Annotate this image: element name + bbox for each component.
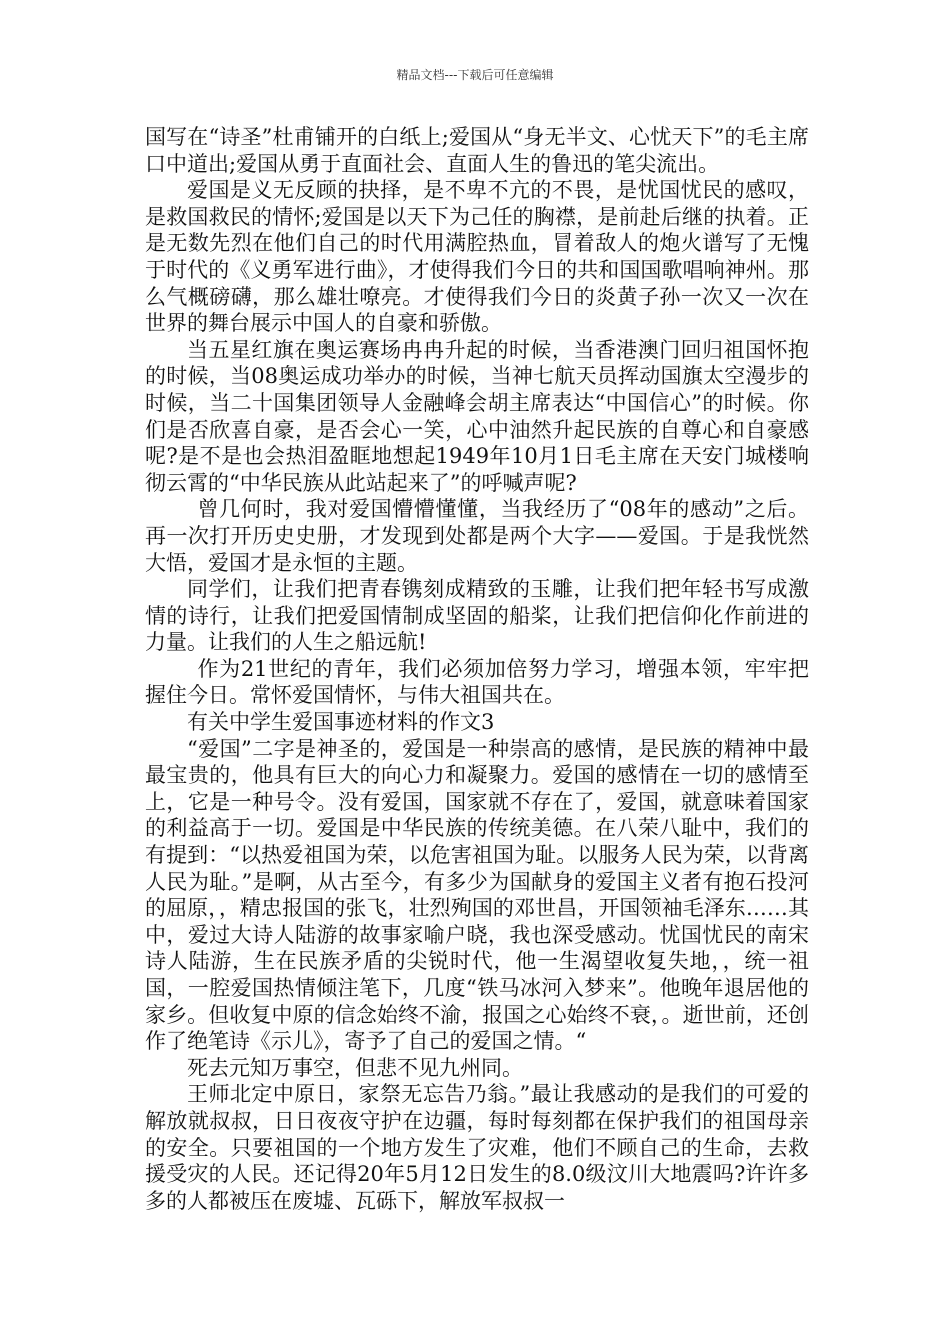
paragraph: 爱国是义无反顾的抉择，是不卑不亢的不畏，是忧国忧民的感叹，是救国救民的情怀;爱国是以天下为己任的胸襟，是前赴后继的执着。正是无数先烈在他们自己的时代用满腔热血，冒着敌人的炮火谱写了无愧于时代的《义勇军进行曲》，才使得我们今日的共和国国歌唱响神州。那么气概磅礴，那么雄壮嘹亮。才使得我们今日的炎黄子孙一次又一次在世界的舞台展示中国人的自豪和骄傲。 [145, 178, 809, 336]
poem-line: 死去元知万事空，但悲不见九州同。 [187, 1055, 523, 1080]
paragraph: 曾几何时，我对爱国懵懵懂懂，当我经历了“08年的感动”之后。再一次打开历史史册，才发现到处都是两个大字——爱国。于是我恍然大悟，爱国才是永恒的主题。 [145, 497, 809, 575]
page-header: 精品文档---下载后可任意编辑 [396, 68, 554, 82]
paragraph: 王师北定中原日，家祭无忘告乃翁。”最让我感动的是我们的可爱的解放就叔叔，日日夜夜守护在边疆，每时每刻都在保护我们的祖国母亲的安全。只要祖国的一个地方发生了灾难，他们不顾自己的生命，去救援受灾的人民。还记得20年5月12日发生的8.0级汶川大地震吗?许许多多的人都被压在废墟、瓦砾下，解放军叔叔一 [145, 1082, 809, 1213]
section-heading: 有关中学生爱国事迹材料的作文3 [187, 710, 495, 735]
paragraph: 当五星红旗在奥运赛场冉冉升起的时候，当香港澳门回归祖国怀抱的时候，当08奥运成功举办的时候，当神七航天员挥动国旗太空漫步的时候，当二十国集团领导人金融峰会胡主席表达“中国信心”的时候。你们是否欣喜自豪，是否会心一笑，心中油然升起民族的自尊心和自豪感呢?是不是也会热泪盈眶地想起1949年10月1日毛主席在天安门城楼响彻云霄的“中华民族从此站起来了”的呼喊声呢? [145, 337, 809, 495]
paragraph: “爱国”二字是神圣的，爱国是一种崇高的感情，是民族的精神中最最宝贵的，他具有巨大的向心力和凝聚力。爱国的感情在一切的感情至上，它是一种号令。没有爱国，国家就不存在了，爱国，就意味着国家的利益高于一切。爱国是中华民族的传统美德。在八荣八耻中，我们的有提到：“以热爱祖国为荣，以危害祖国为耻。以服务人民为荣，以背离人民为耻。”是啊，从古至今，有多少为国献身的爱国主义者有抱石投河的屈原，，精忠报国的张飞，壮烈殉国的邓世昌，开国领袖毛泽东……其中，爱过大诗人陆游的故事家喻户晓，我也深受感动。忧国忧民的南宋诗人陆游，生在民族矛盾的尖锐时代，他一生渴望收复失地，，统一祖国，一腔爱国热情倾注笔下，几度“铁马冰河入梦来”。他晚年退居他的家乡。但收复中原的信念始终不渝，报国之心始终不衰，。逝世前，还创作了绝笔诗《示儿》，寄予了自己的爱国之情。“ [145, 736, 809, 1054]
paragraph: 作为21世纪的青年，我们必须加倍努力学习，增强本领，牢牢把握住今日。常怀爱国情怀，与伟大祖国共在。 [145, 656, 809, 708]
paragraph: 国写在“诗圣”杜甫铺开的白纸上;爱国从“身无半文、心忧天下”的毛主席口中道出;爱国从勇于直面社会、直面人生的鲁迅的笔尖流出。 [145, 125, 809, 176]
document-body [145, 124, 809, 1214]
paragraph: 同学们，让我们把青春镌刻成精致的玉雕，让我们把年轻书写成激情的诗行，让我们把爱国情制成坚固的船桨，让我们把信仰化作前进的力量。让我们的人生之船远航! [145, 577, 809, 655]
